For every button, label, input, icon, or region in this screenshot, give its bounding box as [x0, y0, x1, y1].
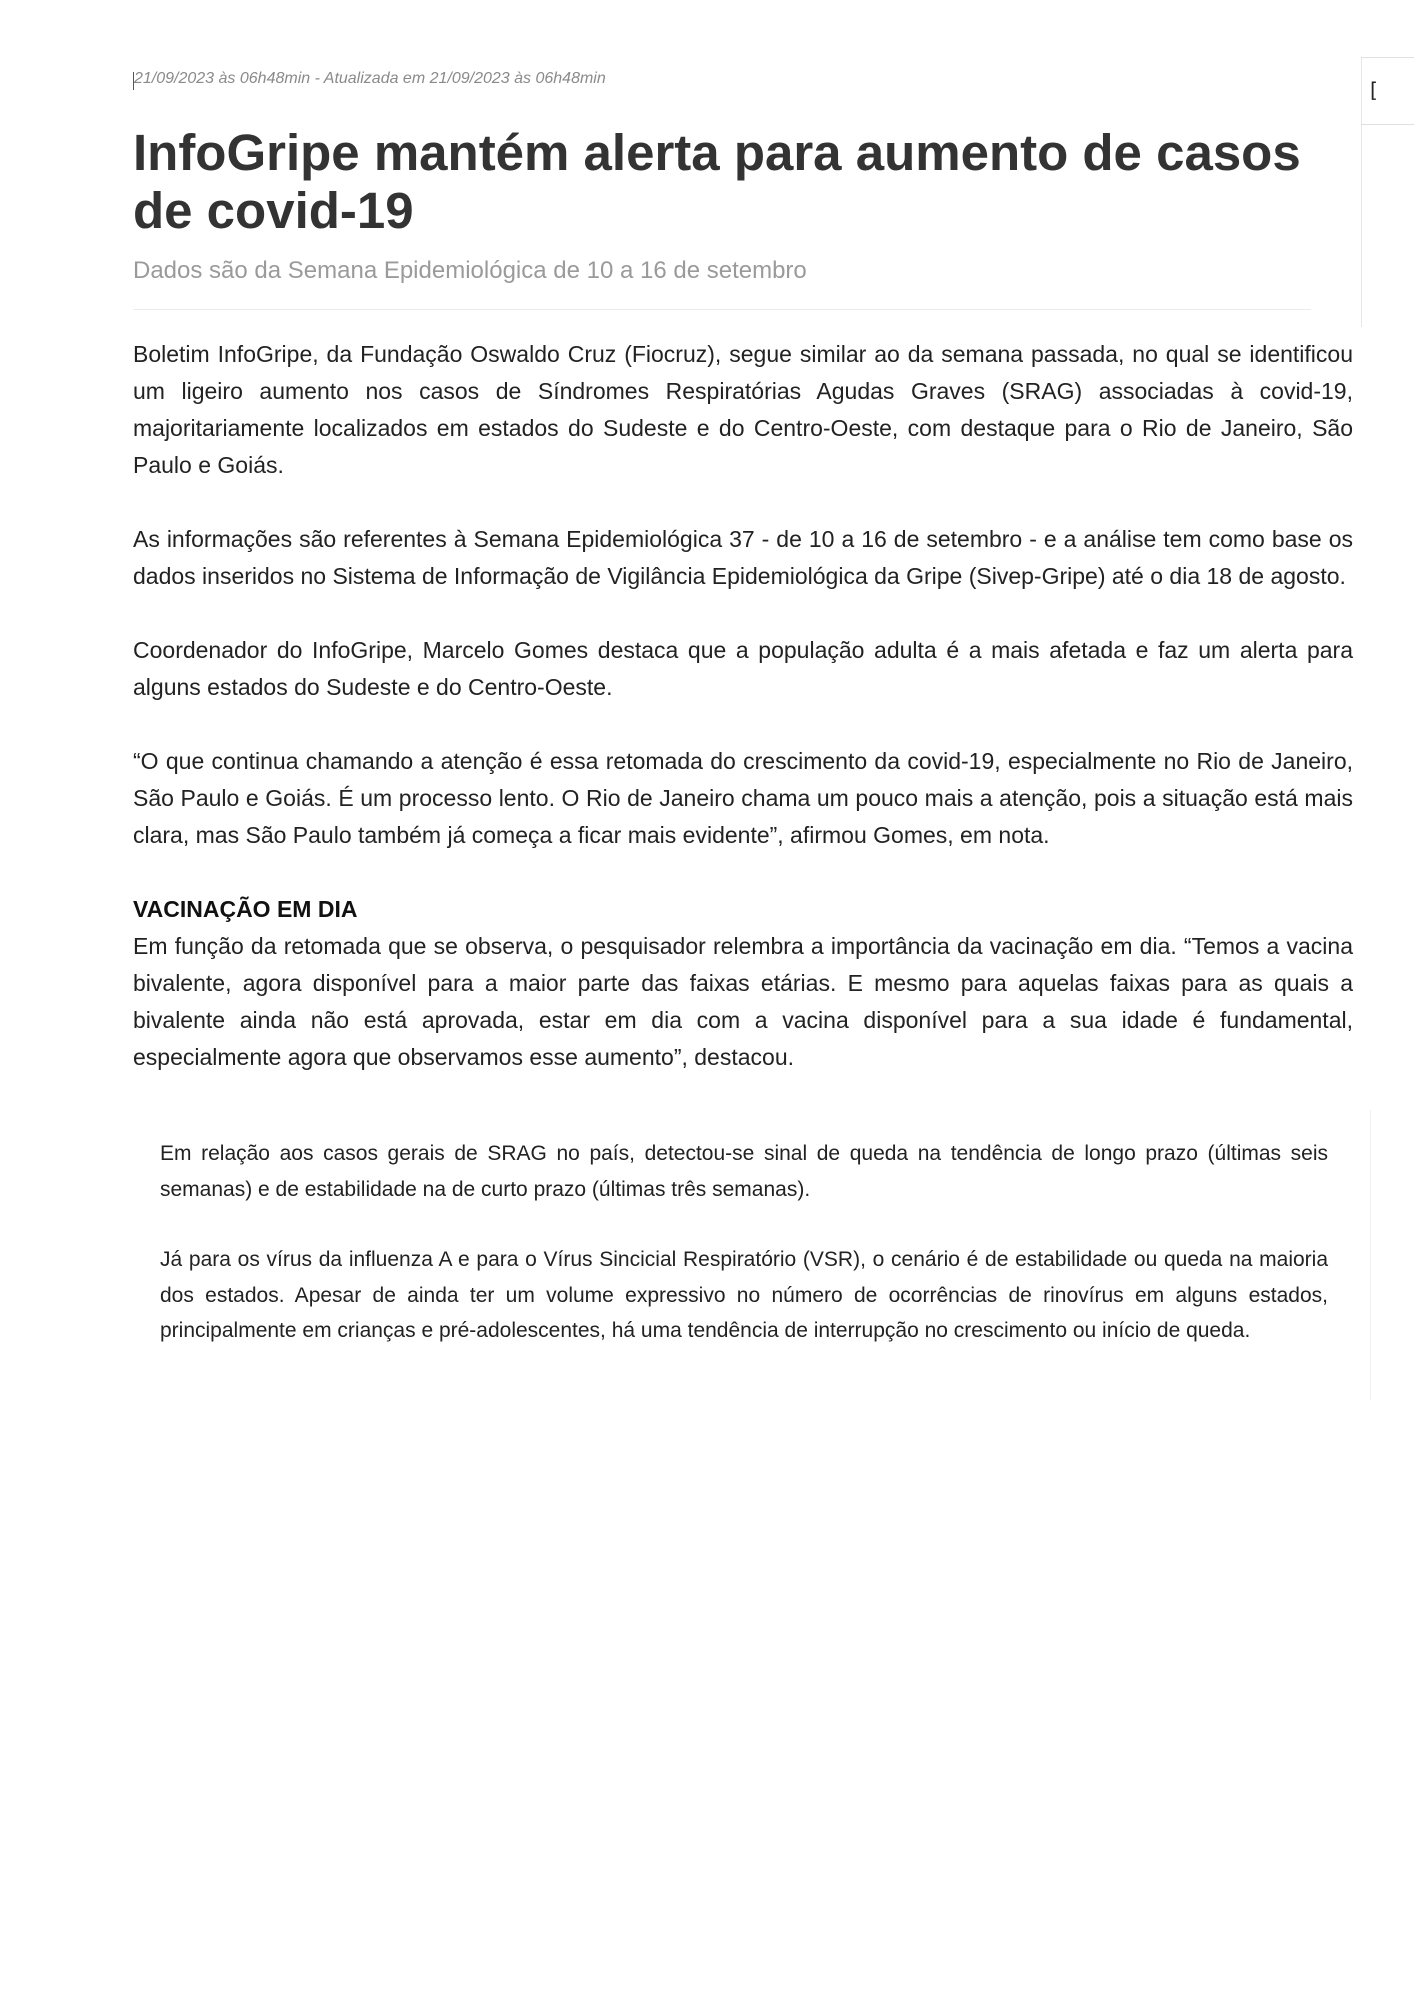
article-paragraph: Boletim InfoGripe, da Fundação Oswaldo Cruz (Fiocruz), segue similar ao da semana passada, no qual se identificou um ligeiro aumento nos casos de Síndromes Respiratórias Agudas Graves (SRAG) associadas à covid-19, majoritariamente localizados em estados do Sudeste e do Centro-Oeste, com destaque para o Rio de Janeiro, São Paulo e Goiás.	[133, 341, 1353, 478]
inset-divider	[1370, 1110, 1371, 1400]
article-dateline: 21/09/2023 às 06h48min - Atualizada em 21/09/2023 às 06h48min	[134, 70, 606, 87]
inset-paragraph: Em relação aos casos gerais de SRAG no país, detectou-se sinal de queda na tendência de longo prazo (últimas seis semanas) e de estabilidade na de curto prazo (últimas três semanas).	[160, 1142, 1328, 1201]
side-widget-header[interactable]	[1361, 57, 1414, 125]
article-paragraph: Coordenador do InfoGripe, Marcelo Gomes destaca que a população adulta é a mais afetada e faz um alerta para alguns estados do Sudeste e do Centro-Oeste.	[133, 637, 1353, 700]
article-title: InfoGripe mantém alerta para aumento de casos de covid-19	[133, 124, 1301, 239]
article-subtitle: Dados são da Semana Epidemiológica de 10 a 16 de setembro	[133, 257, 807, 284]
section-paragraph: Em função da retomada que se observa, o pesquisador relembra a importância da vacinação em dia. “Temos a vacina bivalente, agora disponível para a maior parte das faixas etárias. E mesmo para aquelas faixas para as quais a bivalente ainda não está aprovada, estar em dia com a vacina disponível para a sua idade é fundamental, especialmente agora que observamos esse aumento”, destacou.	[133, 933, 1353, 1070]
inset-text-block	[160, 1136, 1328, 1384]
section-heading: VACINAÇÃO EM DIA	[133, 896, 358, 922]
side-widget-bracket-icon: [	[1370, 78, 1378, 102]
title-divider	[133, 309, 1311, 310]
article-paragraph: “O que continua chamando a atenção é essa retomada do crescimento da covid-19, especialmente no Rio de Janeiro, São Paulo e Goiás. É um processo lento. O Rio de Janeiro chama um pouco mais a atenção, pois a situação está mais clara, mas São Paulo também já começa a ficar mais evidente”, afirmou Gomes, em nota.	[133, 748, 1353, 848]
inset-paragraph: Já para os vírus da influenza A e para o Vírus Sincicial Respiratório (VSR), o cenário é de estabilidade ou queda na maioria dos estados. Apesar de ainda ter um volume expressivo no número de ocorrências de rinovírus em alguns estados, principalmente em crianças e pré-adolescentes, há uma tendência de interrupção no crescimento ou início de queda.	[160, 1248, 1328, 1342]
article-paragraph: As informações são referentes à Semana Epidemiológica 37 - de 10 a 16 de setembro - e a análise tem como base os dados inseridos no Sistema de Informação de Vigilância Epidemiológica da Gripe (Sivep-Gripe) até o dia 18 de agosto.	[133, 526, 1353, 589]
article-body	[133, 336, 1353, 1113]
